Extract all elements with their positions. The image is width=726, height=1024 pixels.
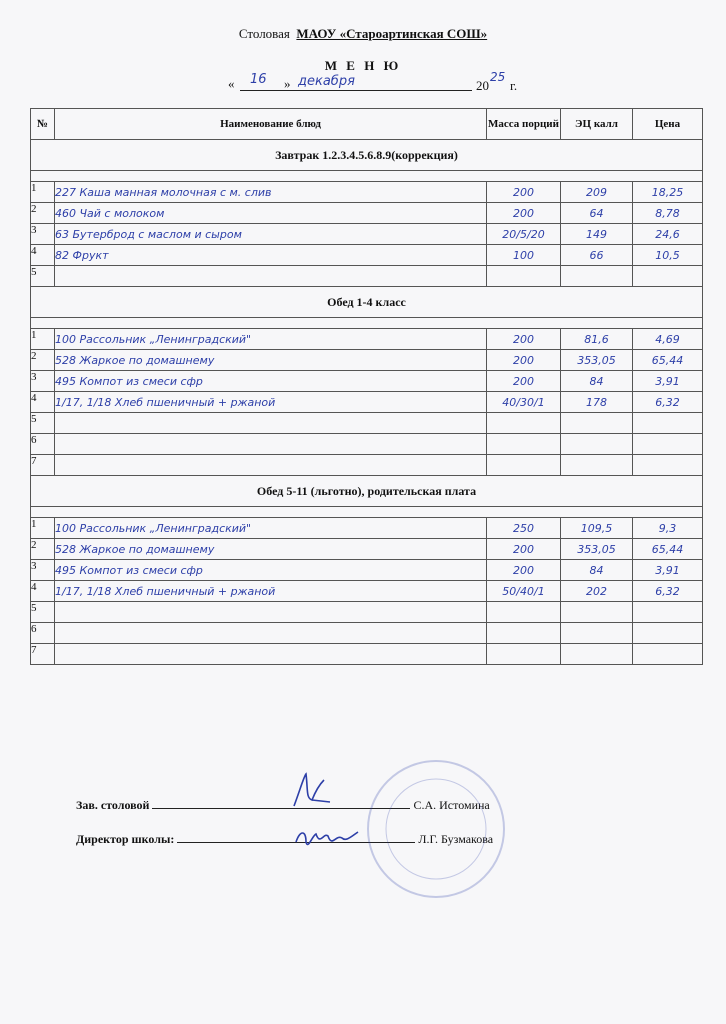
dish-energy — [561, 266, 633, 287]
dish-mass — [487, 413, 561, 434]
dish-energy: 202 — [561, 581, 633, 602]
dish-mass: 20/5/20 — [487, 224, 561, 245]
dish-name — [55, 455, 487, 476]
col-header-name: Наименование блюд — [55, 109, 487, 140]
dish-price: 65,44 — [633, 539, 703, 560]
row-number: 5 — [31, 266, 55, 287]
dish-name: 100 Рассольник „Ленинградский" — [55, 518, 487, 539]
dish-mass: 200 — [487, 203, 561, 224]
dish-price — [633, 434, 703, 455]
dish-mass — [487, 434, 561, 455]
dish-name: 528 Жаркое по домашнему — [55, 539, 487, 560]
table-row — [31, 518, 703, 539]
dish-mass: 50/40/1 — [487, 581, 561, 602]
table-row — [31, 392, 703, 413]
table-row — [31, 434, 703, 455]
dish-energy — [561, 434, 633, 455]
dish-name — [55, 434, 487, 455]
dish-mass — [487, 266, 561, 287]
dish-name: 495 Компот из смеси сфр — [55, 560, 487, 581]
menu-title: М Е Н Ю — [324, 58, 402, 73]
table-row — [31, 455, 703, 476]
dish-mass: 200 — [487, 182, 561, 203]
dish-price: 9,3 — [633, 518, 703, 539]
col-header-price: Цена — [633, 109, 703, 140]
dish-price: 10,5 — [633, 245, 703, 266]
dish-energy: 149 — [561, 224, 633, 245]
dish-energy: 353,05 — [561, 350, 633, 371]
table-row — [31, 329, 703, 350]
stamp-seal — [356, 754, 516, 904]
row-number: 3 — [31, 560, 55, 581]
dish-mass: 250 — [487, 518, 561, 539]
handwritten-signature — [292, 822, 362, 862]
canteen-label: Столовая — [238, 26, 290, 41]
dish-mass: 40/30/1 — [487, 392, 561, 413]
spacer-row — [31, 171, 703, 182]
dish-energy: 353,05 — [561, 539, 633, 560]
row-number: 5 — [31, 602, 55, 623]
dish-name: 82 Фрукт — [55, 245, 487, 266]
row-number: 1 — [31, 518, 55, 539]
dish-mass — [487, 602, 561, 623]
table-row — [31, 581, 703, 602]
table-row — [31, 539, 703, 560]
dish-price — [633, 413, 703, 434]
dish-energy — [561, 644, 633, 665]
section-header-row — [31, 476, 703, 507]
row-number: 2 — [31, 350, 55, 371]
dish-mass: 200 — [487, 350, 561, 371]
row-number: 2 — [31, 203, 55, 224]
table-row — [31, 371, 703, 392]
signature-name: С.А. Истомина — [413, 798, 490, 812]
row-number: 1 — [31, 182, 55, 203]
dish-energy: 84 — [561, 371, 633, 392]
dish-energy — [561, 413, 633, 434]
dish-energy — [561, 623, 633, 644]
signature-role: Директор школы: — [76, 832, 175, 846]
table-row — [31, 602, 703, 623]
spacer-cell — [31, 171, 703, 182]
date-underline — [240, 90, 472, 91]
dish-price: 4,69 — [633, 329, 703, 350]
spacer-cell — [31, 318, 703, 329]
dish-price: 6,32 — [633, 392, 703, 413]
dish-energy: 81,6 — [561, 329, 633, 350]
dish-name: 1/17, 1/18 Хлеб пшеничный + ржаной — [55, 392, 487, 413]
section-header-row — [31, 287, 703, 318]
col-header-mass: Масса порций — [487, 109, 561, 140]
dish-name — [55, 602, 487, 623]
dish-mass: 200 — [487, 539, 561, 560]
signature-name: Л.Г. Бузмакова — [418, 832, 494, 846]
dish-mass — [487, 644, 561, 665]
dish-name: 495 Компот из смеси сфр — [55, 371, 487, 392]
col-header-energy: ЭЦ калл — [561, 109, 633, 140]
dish-energy: 109,5 — [561, 518, 633, 539]
date-close-quote: » — [284, 76, 291, 91]
dish-name: 460 Чай с молоком — [55, 203, 487, 224]
dish-name: 100 Рассольник „Ленинградский" — [55, 329, 487, 350]
dish-name: 1/17, 1/18 Хлеб пшеничный + ржаной — [55, 581, 487, 602]
dish-energy: 64 — [561, 203, 633, 224]
signature-role: Зав. столовой — [76, 798, 150, 812]
dish-price: 65,44 — [633, 350, 703, 371]
dish-mass: 200 — [487, 560, 561, 581]
dish-price — [633, 602, 703, 623]
table-row — [31, 224, 703, 245]
section-title: Обед 5-11 (льготно), родительская плата — [31, 476, 703, 507]
spacer-cell — [31, 507, 703, 518]
org-name: МАОУ «Староартинская СОШ» — [296, 26, 488, 41]
dish-name — [55, 623, 487, 644]
table-row — [31, 266, 703, 287]
dish-price — [633, 623, 703, 644]
section-title: Обед 1-4 класс — [31, 287, 703, 318]
menu-date — [228, 72, 568, 94]
date-year-prefix: 20 — [476, 78, 489, 93]
dish-price: 3,91 — [633, 371, 703, 392]
dish-name — [55, 644, 487, 665]
table-row — [31, 560, 703, 581]
dish-energy: 66 — [561, 245, 633, 266]
row-number: 7 — [31, 644, 55, 665]
dish-price — [633, 644, 703, 665]
row-number: 6 — [31, 623, 55, 644]
menu-table — [30, 108, 703, 665]
date-day: 16 — [250, 72, 267, 87]
section-title: Завтрак 1.2.3.4.5.6.8.9(коррекция) — [31, 140, 703, 171]
row-number: 2 — [31, 539, 55, 560]
dish-mass: 200 — [487, 329, 561, 350]
dish-energy — [561, 602, 633, 623]
dish-mass — [487, 455, 561, 476]
table-row — [31, 623, 703, 644]
dish-name — [55, 266, 487, 287]
row-number: 1 — [31, 329, 55, 350]
row-number: 4 — [31, 245, 55, 266]
dish-price — [633, 455, 703, 476]
date-year-unit: г. — [510, 78, 518, 93]
row-number: 7 — [31, 455, 55, 476]
row-number: 4 — [31, 392, 55, 413]
spacer-row — [31, 507, 703, 518]
dish-price — [633, 266, 703, 287]
dish-name: 528 Жаркое по домашнему — [55, 350, 487, 371]
spacer-row — [31, 318, 703, 329]
table-row — [31, 203, 703, 224]
row-number: 4 — [31, 581, 55, 602]
dish-energy — [561, 455, 633, 476]
dish-price: 3,91 — [633, 560, 703, 581]
dish-price: 8,78 — [633, 203, 703, 224]
table-row — [31, 350, 703, 371]
table-row — [31, 182, 703, 203]
dish-name: 63 Бутерброд с маслом и сыром — [55, 224, 487, 245]
row-number: 3 — [31, 224, 55, 245]
dish-mass: 200 — [487, 371, 561, 392]
section-header-row — [31, 140, 703, 171]
table-row — [31, 245, 703, 266]
row-number: 5 — [31, 413, 55, 434]
table-row — [31, 644, 703, 665]
dish-price: 18,25 — [633, 182, 703, 203]
dish-price: 24,6 — [633, 224, 703, 245]
dish-mass — [487, 623, 561, 644]
handwritten-signature — [290, 770, 340, 814]
dish-mass: 100 — [487, 245, 561, 266]
table-row — [31, 413, 703, 434]
dish-name — [55, 413, 487, 434]
dish-energy: 178 — [561, 392, 633, 413]
col-header-num: № — [31, 109, 55, 140]
date-open-quote: « — [228, 76, 235, 91]
dish-energy: 209 — [561, 182, 633, 203]
dish-name: 227 Каша манная молочная с м. слив — [55, 182, 487, 203]
date-year-suffix: 25 — [490, 70, 506, 84]
row-number: 3 — [31, 371, 55, 392]
date-month: декабря — [298, 74, 355, 89]
document-header — [0, 26, 726, 42]
dish-price: 6,32 — [633, 581, 703, 602]
row-number: 6 — [31, 434, 55, 455]
dish-energy: 84 — [561, 560, 633, 581]
